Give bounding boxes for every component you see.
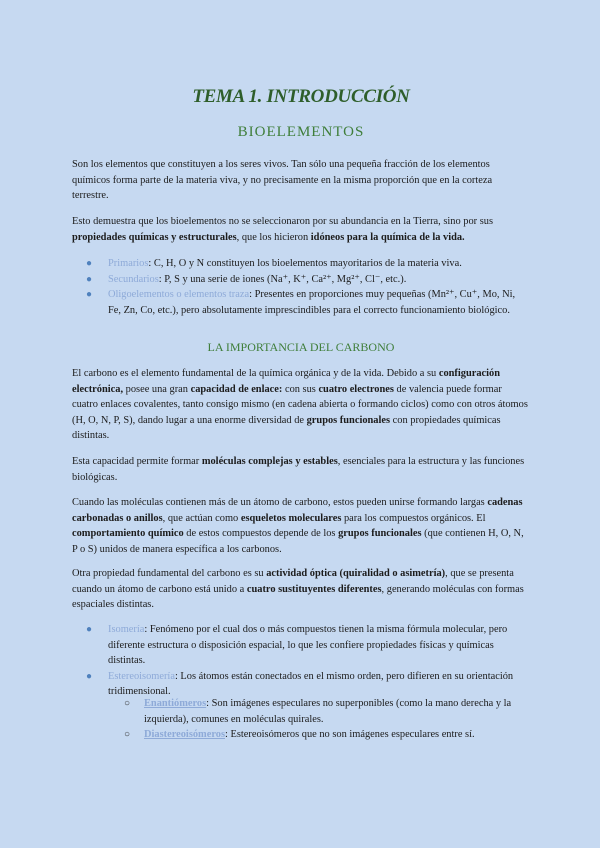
page-title: TEMA 1. INTRODUCCIÓN — [192, 86, 410, 107]
isomeria-list — [86, 622, 530, 700]
list-item: ○ Diastereoisómeros: Estereoisómeros que no son imágenes especulares entre sí. — [144, 727, 530, 743]
bullet-icon: ● — [86, 289, 93, 301]
intro-paragraph: Son los elementos que constituyen a los seres vivos. Tan sólo una pequeña fracción de los elementos químicos forma parte de la materia viva, y no precisamente en la misma proporción que en la corteza terrestre. — [72, 159, 493, 202]
section-heading-carbono: LA IMPORTANCIA DEL CARBONO — [207, 340, 395, 354]
section-heading-bioelementos: BIOELEMENTOS — [237, 124, 365, 140]
list-item: ● Estereoisomería: Los átomos están conectados en el mismo orden, pero difieren en su orientación tridimensional. — [86, 670, 514, 698]
bullet-icon: ● — [86, 670, 93, 682]
list-item: ● Secundarios: P, S y una serie de iones (Na⁺, K⁺, Ca²⁺, Mg²⁺, Cl⁻, etc.). — [108, 272, 530, 288]
bioelement-list — [86, 256, 530, 318]
list-item: ○ Enantiómeros: Son imágenes especulares no superponibles (como la mano derecha y la izquierda), comunes en moléculas quirales. — [124, 698, 512, 725]
carbon-paragraph-2: Esta capacidad permite formar moléculas complejas y estables, esenciales para la estructura y las funciones biológicas. — [72, 456, 525, 483]
list-item: ● Oligoelementos o elementos traza: Presentes en proporciones muy pequeñas (Mn²⁺, Cu⁺, Mo, Ni, Fe, Zn, Co, etc.), pero absolutamente imprescindibles para el correcto funcionamiento biológico. — [86, 289, 516, 316]
carbon-paragraph-1: El carbono es el elemento fundamental de la química orgánica y de la vida. Debido a su configuración electrónica, posee una gran capacidad de enlace: con sus cuatro electrones de valencia puede formar cuatro enlaces covalentes, tanto consigo mismo (en cadena abierta o formando ciclos) como con otros átomos (H, O, N, P, S), dando lugar a una enorme diversidad de grupos funcionales con propiedades químicas distintas. — [72, 368, 528, 442]
list-item: ● Isomería: Fenómeno por el cual dos o más compuestos tienen la misma fórmula molecular, pero diferente estructura o disposición espacial, lo que les confiere propiedades físicas y químicas distintas. — [86, 624, 508, 667]
paragraph-2: Esto demuestra que los bioelementos no se seleccionaron por su abundancia en la Tierra, sino por sus propiedades químicas y estructurales, que los hicieron idóneos para la química de la vida. — [72, 216, 494, 243]
circle-bullet-icon: ○ — [124, 698, 131, 709]
stereoisomer-sublist — [124, 696, 530, 743]
bullet-icon: ● — [86, 258, 93, 269]
list-item: ● Primarios: C, H, O y N constituyen los bioelementos mayoritarios de la materia viva. — [108, 256, 530, 272]
carbon-paragraph-4: Otra propiedad fundamental del carbono es su actividad óptica (quiralidad o asimetría), que se presenta cuando un átomo de carbono está unido a cuatro sustituyentes diferentes, generando moléculas con formas espaciales distintas. — [72, 568, 524, 611]
carbon-paragraph-3: Cuando las moléculas contienen más de un átomo de carbono, estos pueden unirse formando largas cadenas carbonadas o anillos, que actúan como esqueletos moleculares para los compuestos orgánicos. El comportamiento químico de estos compuestos depende de los grupos funcionales (que contienen H, O, N, P o S) unidos de manera específica a los carbonos. — [72, 497, 524, 555]
bullet-icon: ● — [86, 624, 93, 635]
bullet-icon: ● — [86, 273, 93, 285]
circle-bullet-icon: ○ — [124, 729, 131, 741]
